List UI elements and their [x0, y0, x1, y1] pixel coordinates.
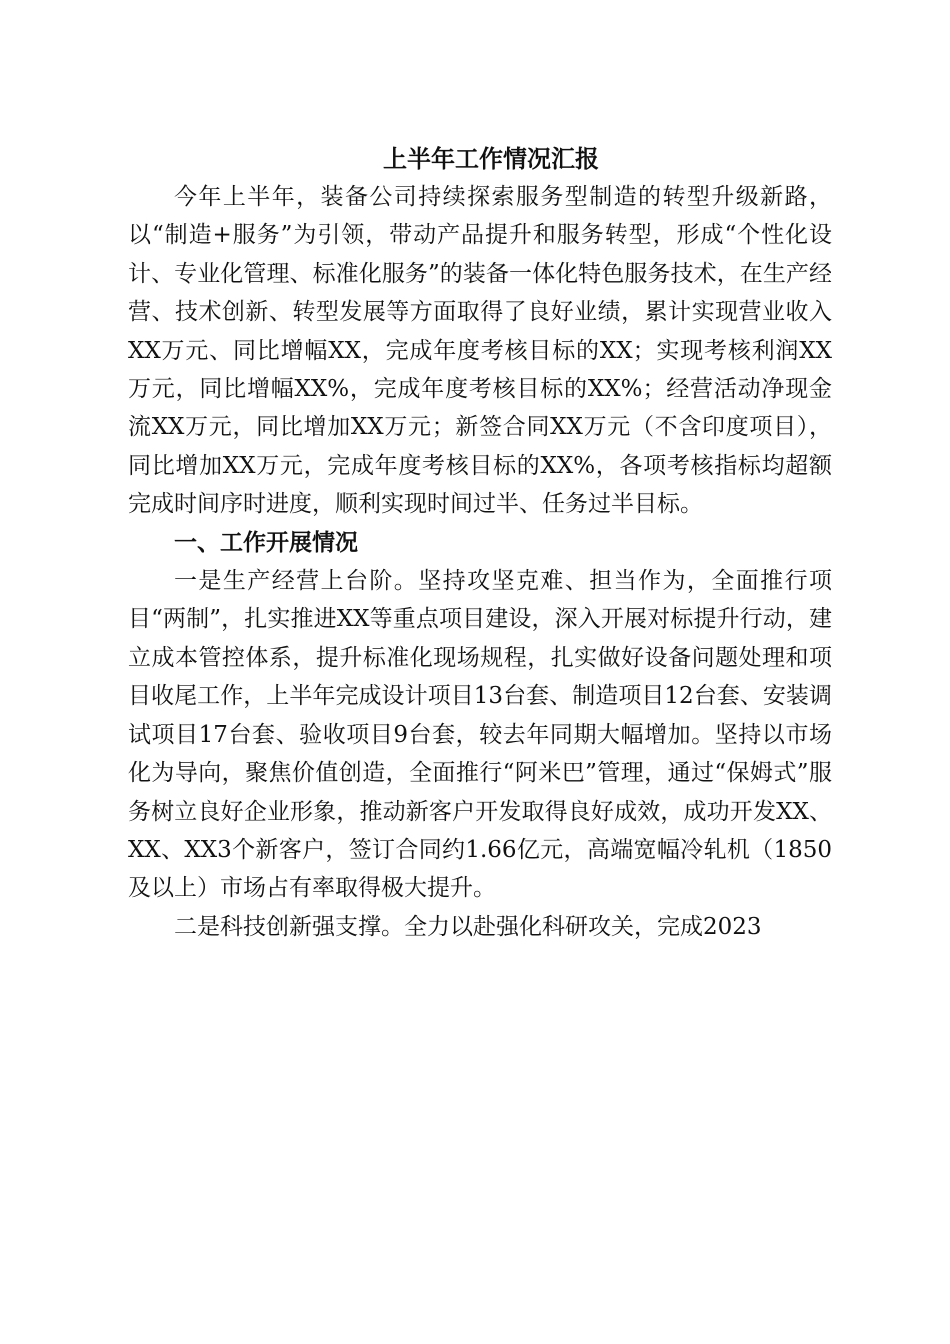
intro-paragraph: 今年上半年，装备公司持续探索服务型制造的转型升级新路，以“制造+服务”为引领，带动产品提升和服务转型，形成“个性化设计、专业化管理、标准化服务”的装备一体化特色服务技术，在生产经营、技术创新、转型发展等方面取得了良好业绩，累计实现营业收入XX万元、同比增幅XX，完成年度考核目标的XX；实现考核利润XX万元，同比增幅XX%，完成年度考核目标的XX%；经营活动净现金流XX万元，同比增加XX万元；新签合同XX万元（不含印度项目），同比增加XX万元，完成年度考核目标的XX%，各项考核指标均超额完成时间序时进度，顺利实现时间过半、任务过半目标。 [128, 184, 832, 518]
document-body [128, 140, 832, 946]
paragraph-production-operation: 一是生产经营上台阶。坚持攻坚克难、担当作为，全面推行项目“两制”，扎实推进XX等重点项目建设，深入开展对标提升行动，建立成本管控体系，提升标准化现场规程，扎实做好设备问题处理和项目收尾工作，上半年完成设计项目13台套、制造项目12台套、安装调试项目17台套、验收项目9台套，较去年同期大幅增加。坚持以市场化为导向，聚焦价值创造，全面推行“阿米巴”管理，通过“保姆式”服务树立良好企业形象，推动新客户开发取得良好成效，成功开发XX、XX、XX3个新客户，签订合同约1.66亿元，高端宽幅冷轧机（1850及以上）市场占有率取得极大提升。 [128, 568, 832, 902]
document-title: 上半年工作情况汇报 [383, 144, 599, 173]
section-heading-work-progress: 一、工作开展情况 [174, 528, 358, 556]
paragraph-tech-innovation: 二是科技创新强支撑。全力以赴强化科研攻关，完成2023 [174, 913, 762, 940]
